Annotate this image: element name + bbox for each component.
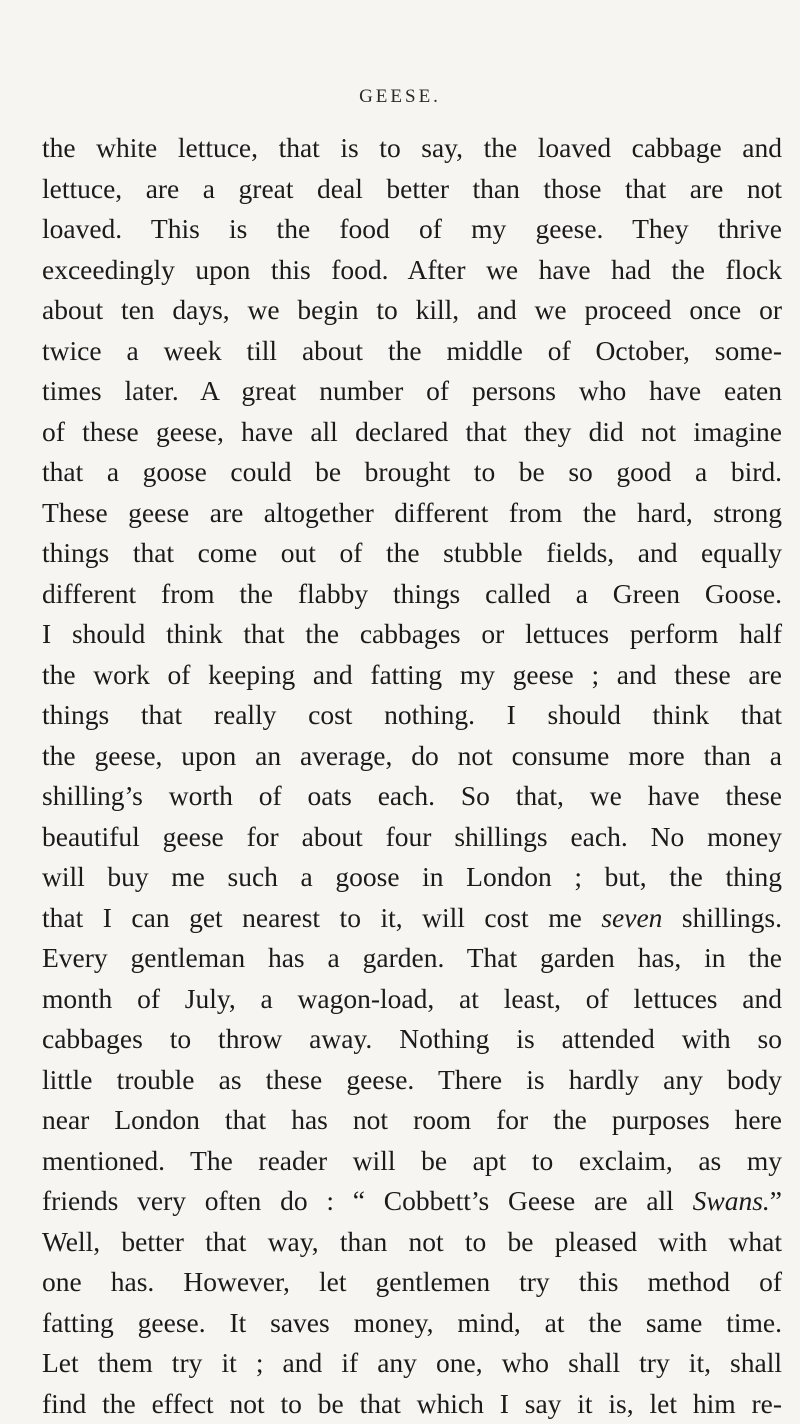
text-line: the work of keeping and fatting my geese ; and these are [42,655,782,696]
text-line: near London that has not room for the purposes here [42,1100,782,1141]
text-line: that a goose could be brought to be so good a bird. [42,452,782,493]
italic-word: Swans. [693,1185,770,1216]
text-line: little trouble as these geese. There is hardly any body [42,1060,782,1101]
text-line-mixed [42,1181,782,1222]
text-line: cabbages to throw away. Nothing is attended with so [42,1019,782,1060]
text-line: of these geese, have all declared that they did not imagine [42,412,782,453]
text-line: lettuce, are a great deal better than those that are not [42,169,782,210]
text-line: These geese are altogether different from the hard, strong [42,493,782,534]
text-line: beautiful geese for about four shillings each. No money [42,817,782,858]
text-line: about ten days, we begin to kill, and we proceed once or [42,290,782,331]
italic-word: seven [601,902,662,933]
text-line: the geese, upon an average, do not consume more than a [42,736,782,777]
text-line: things that come out of the stubble fields, and equally [42,533,782,574]
text-line: Well, better that way, than not to be pleased with what [42,1222,782,1263]
text-segment: friends very often do : “ Cobbett’s Geese are all [42,1185,674,1216]
text-line: Let them try it ; and if any one, who shall try it, shall [42,1343,782,1384]
text-line: Every gentleman has a garden. That garden has, in the [42,938,782,979]
text-line: exceedingly upon this food. After we have had the flock [42,250,782,291]
text-line: the white lettuce, that is to say, the loaved cabbage and [42,128,782,169]
text-line: month of July, a wagon-load, at least, of lettuces and [42,979,782,1020]
body-text [42,128,782,1424]
text-line: things that really cost nothing. I should think that [42,695,782,736]
text-line: loaved. This is the food of my geese. They thrive [42,209,782,250]
text-line-mixed [42,898,782,939]
text-line: different from the flabby things called a Green Goose. [42,574,782,615]
text-line: mentioned. The reader will be apt to exclaim, as my [42,1141,782,1182]
text-line: twice a week till about the middle of October, some- [42,331,782,372]
text-line: fatting geese. It saves money, mind, at the same time. [42,1303,782,1344]
text-segment: ” [770,1185,782,1216]
text-segment: that I can get nearest to it, will cost me [42,902,582,933]
text-line: one has. However, let gentlemen try this method of [42,1262,782,1303]
text-line: find the effect not to be that which I say it is, let him re- [42,1384,782,1424]
text-line: I should think that the cabbages or lettuces perform half [42,614,782,655]
text-line: will buy me such a goose in London ; but, the thing [42,857,782,898]
running-head: GEESE. [0,86,800,108]
text-line: shilling’s worth of oats each. So that, we have these [42,776,782,817]
text-line: times later. A great number of persons who have eaten [42,371,782,412]
text-segment: shillings. [682,902,782,933]
